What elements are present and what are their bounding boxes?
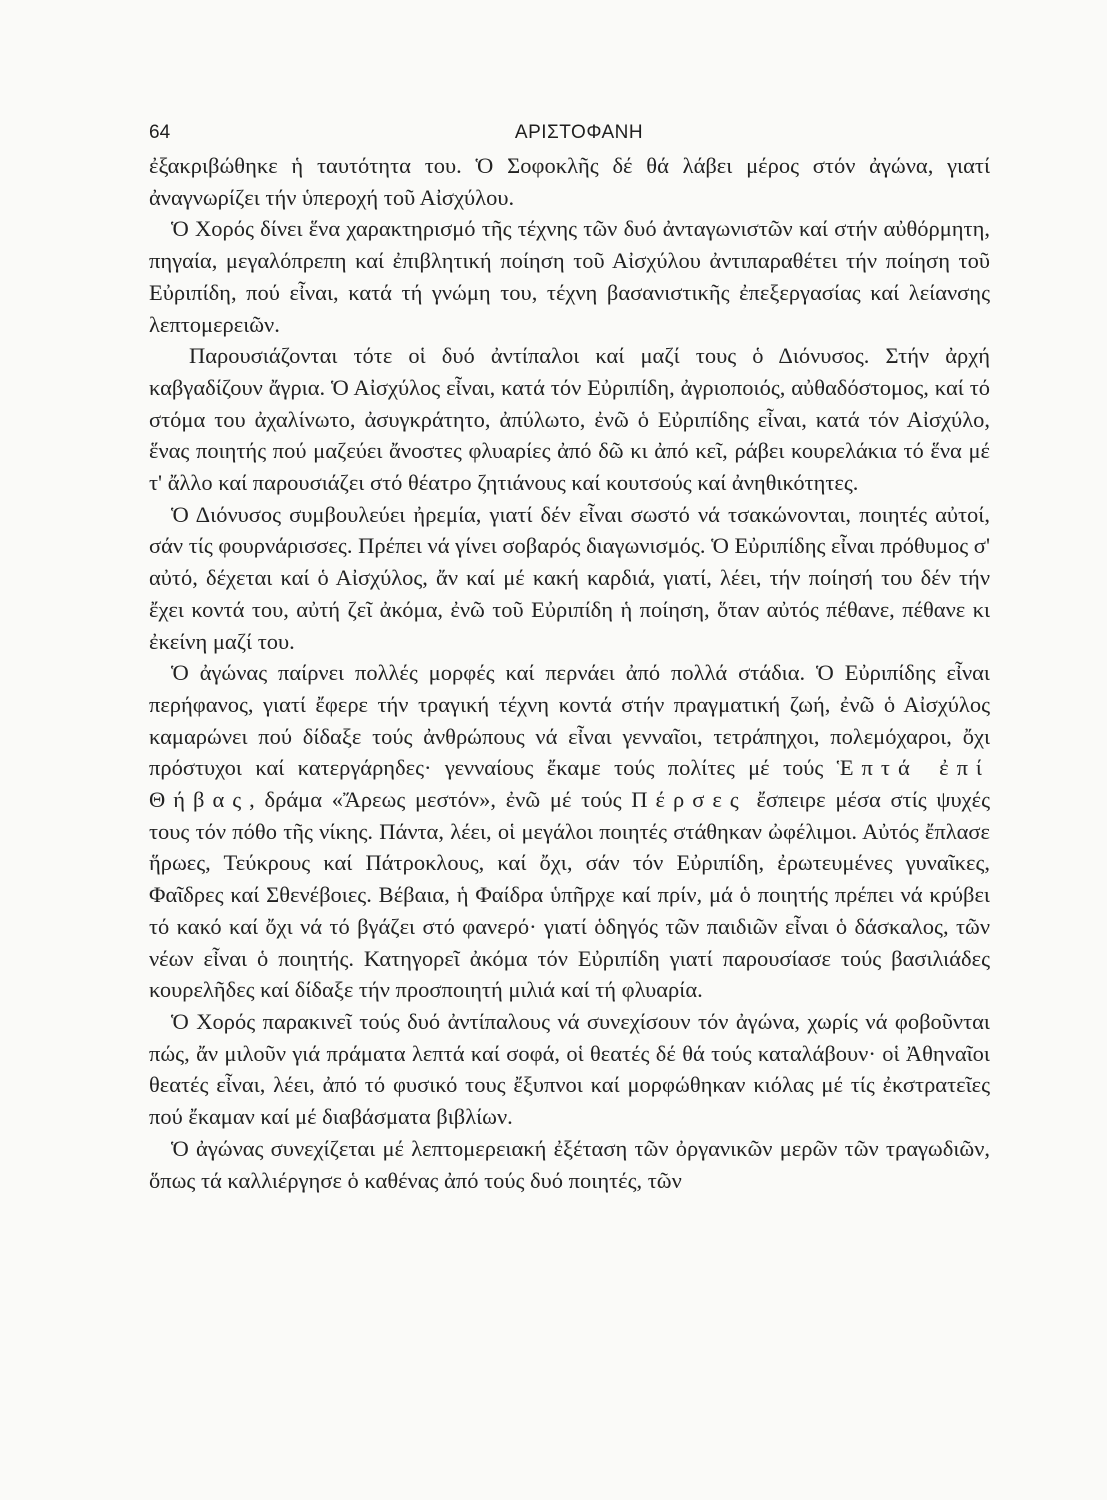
paragraph-text: ἔσπειρε μέσα στίς ψυχές τους τόν πόθο τῆς νίκης. Πάντα, λέει, οἱ μεγάλοι ποιητές στάθηκαν ὠφέλιμοι. Αὐτός ἔπλασε ἥρωες, Τεύκρους καί Πάτροκλους, καί ὄχι, σάν τόν Εὐριπίδη, ἐρωτευμένες γυναῖκες, Φαῖδρες καί Σθενέβοιες. Βέβαια, ἡ Φαίδρα ὑπῆρχε καί πρίν, μά ὁ ποιητής πρέπει νά κρύβει τό κακό καί ὄχι νά τό βγάζει στό φανερό· γιατί ὁδηγός τῶν παιδιῶν εἶναι ὁ δάσκαλος, τῶν νέων εἶναι ὁ ποιητής. Κατηγορεῖ ἀκόμα τόν Εὐριπίδη γιατί παρουσίασε τούς βασιλιάδες κουρελῆδες καί δίδαξε τήν προσποιητή μιλιά καί τή φλυαρία. xyxy=(149,787,990,1003)
paragraph-text: , δράμα «Ἄρεως μεστόν», ἐνῶ μέ τούς xyxy=(249,787,632,813)
running-title: ΑΡΙΣΤΟΦΑΝΗ xyxy=(514,122,644,143)
play-title: Πέρσες xyxy=(631,787,747,813)
paragraph xyxy=(149,657,990,1006)
paragraph: ἐξακριβώθηκε ἡ ταυτότητα του. Ὁ Σοφοκλῆς δέ θά λάβει μέρος στόν ἀγώνα, γιατί ἀναγνωρίζει τήν ὑπεροχή τοῦ Αἰσχύλου. xyxy=(149,153,990,210)
paragraph: Παρουσιάζονται τότε οἱ δυό ἀντίπαλοι καί μαζί τους ὁ Διόνυσος. Στήν ἀρχή καβγαδίζουν ἄγρια. Ὁ Αἰσχύλος εἶναι, κατά τόν Εὐριπίδη, ἀγριοποιός, αὐθαδόστομος, καί τό στόμα του ἀχαλίνωτο, ἀσυγκράτητο, ἀπύλωτο, ἐνῶ ὁ Εὐριπίδης εἶναι, κατά τόν Αἰσχύλο, ἕνας ποιητής πού μαζεύει ἄνοστες φλυαρίες ἀπό δῶ κι ἀπό κεῖ, ράβει κουρελάκια τό ἕνα μέ τ' ἄλλο καί παρουσιάζει στό θέατρο ζητιάνους καί κουτσούς καί ἀνηθικότητες. xyxy=(149,343,990,496)
body-text xyxy=(149,150,990,1196)
play-title: Ἑπτά ἐπί Θήβας xyxy=(149,755,990,813)
page-number: 64 xyxy=(149,122,171,143)
paragraph: Ὁ Διόνυσος συμβουλεύει ἠρεμία, γιατί δέν εἶναι σωστό νά τσακώνονται, ποιητές αὐτοί, σάν τίς φουρνάρισσες. Πρέπει νά γίνει σοβαρός διαγωνισμός. Ὁ Εὐριπίδης εἶναι πρόθυμος σ' αὐτό, δέχεται καί ὁ Αἰσχύλος, ἄν καί μέ κακή καρδιά, γιατί, λέει, τήν ποίησή του δέν τήν ἔχει κοντά του, αὐτή ζεῖ ἀκόμα, ἐνῶ τοῦ Εὐριπίδη ἡ ποίηση, ὅταν αὐτός πέθανε, πέθανε κι ἐκείνη μαζί του. xyxy=(149,501,990,654)
paragraph: Ὁ Χορός παρακινεῖ τούς δυό ἀντίπαλους νά συνεχίσουν τόν ἀγώνα, χωρίς νά φοβοῦνται πώς, ἄν μιλοῦν γιά πράματα λεπτά καί σοφά, οἱ θεατές δέ θά τούς καταλάβουν· οἱ Ἀθηναῖοι θεατές εἶναι, λέει, ἀπό τό φυσικό τους ἔξυπνοι καί μορφώθηκαν κιόλας μέ τίς ἐκστρατεῖες πού ἔκαμαν καί μέ διαβάσματα βιβλίων. xyxy=(149,1008,990,1130)
paragraph: Ὁ Χορός δίνει ἕνα χαρακτηρισμό τῆς τέχνης τῶν δυό ἀνταγωνιστῶν καί στήν αὐθόρμητη, πηγαία, μεγαλόπρεπη καί ἐπιβλητική ποίηση τοῦ Αἰσχύλου ἀντιπαραθέτει τήν ποίηση τοῦ Εὐριπίδη, πού εἶναι, κατά τή γνώμη του, τέχνη βασανιστικῆς ἐπεξεργασίας καί λείανσης λεπτομερειῶν. xyxy=(149,216,990,337)
page-header xyxy=(149,122,989,148)
paragraph: Ὁ ἀγώνας συνεχίζεται μέ λεπτομερειακή ἐξέταση τῶν ὀργανικῶν μερῶν τῶν τραγωδιῶν, ὅπως τά καλλιέργησε ὁ καθένας ἀπό τούς δυό ποιητές, τῶν xyxy=(149,1135,990,1193)
paragraph-text: Ὁ ἀγώνας παίρνει πολλές μορφές καί περνάει ἀπό πολλά στάδια. Ὁ Εὐριπίδης εἶναι περήφανος, γιατί ἔφερε τήν τραγική τέχνη κοντά στήν πραγματική ζωή, ἐνῶ ὁ Αἰσχύλος καμαρώνει πού δίδαξε τούς ἀνθρώπους νά εἶναι γενναῖοι, τετράπηχοι, πολεμόχαροι, ὄχι πρόστυχοι καί κατεργάρηδες· γενναίους ἔκαμε τούς πολίτες μέ τούς xyxy=(149,660,990,781)
